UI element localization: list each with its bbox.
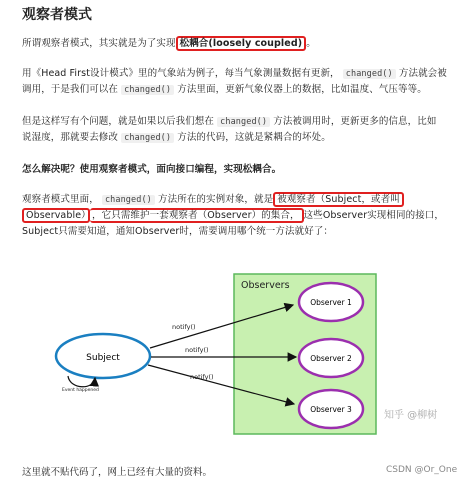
- loose-coupling-highlight: 松耦合(loosely coupled): [176, 36, 307, 51]
- notify-label-3: notify(): [190, 373, 214, 381]
- code-changed: changed(): [217, 117, 270, 127]
- observer-set-highlight: ，它只需维护一套观察者（Observer）的集合，: [90, 208, 304, 223]
- event-label: Event happened: [62, 388, 99, 393]
- example-paragraph: [22, 66, 466, 98]
- observer3-label: Observer 3: [310, 405, 352, 414]
- zhihu-watermark: 知乎 @柳树: [384, 410, 438, 421]
- intro-paragraph: [22, 36, 466, 52]
- question-heading: 怎么解决呢？使用观察者模式，面向接口编程，实现松耦合。: [22, 164, 282, 175]
- observer-paragraph: [22, 192, 466, 240]
- observer-diagram: [0, 268, 474, 458]
- example-line2: 调用，于是我们可以在: [22, 84, 119, 95]
- example-line1-post: 方法就会被: [398, 68, 447, 79]
- example-line1: 用《Head First设计模式》里的气象站为例子，每当气象测量数据有更新，: [22, 68, 340, 79]
- problem-line2: 说湿度，那就要去修改: [22, 132, 119, 143]
- code-changed: changed(): [121, 133, 174, 143]
- observer-line3: Subject只需要知道，通知Observer时，需要调用哪个统一方法就好了：: [22, 226, 333, 237]
- observer1-label: Observer 1: [310, 298, 352, 307]
- notify-label-2: notify(): [185, 346, 209, 354]
- observer-line2-post: 这些Observer实现相同的接口，: [303, 210, 445, 221]
- code-changed: changed(): [102, 195, 155, 205]
- problem-line2-post: 方法的代码，这就是紧耦合的坏处。: [177, 132, 331, 143]
- csdn-watermark: CSDN @Or_One: [386, 465, 458, 475]
- notify-label-1: notify(): [172, 323, 196, 331]
- observer2-label: Observer 2: [310, 354, 352, 363]
- intro-post: 。: [306, 38, 316, 49]
- observer-line1-mid: 方法所在的实例对象，就是: [158, 194, 274, 205]
- page-title: 观察者模式: [22, 7, 92, 23]
- observer-line1: 观察者模式里面，: [22, 194, 99, 205]
- code-changed: changed(): [121, 85, 174, 95]
- problem-line1-post: 方法被调用时，更新更多的信息，比如: [273, 116, 437, 127]
- code-changed: changed(): [343, 69, 396, 79]
- problem-line1: 但是这样写有个问题，就是如果以后我们想在: [22, 116, 215, 127]
- subject-highlight: 被观察者（Subject，或者叫: [273, 192, 404, 207]
- subject-label: Subject: [86, 353, 120, 363]
- observers-label: Observers: [241, 280, 290, 291]
- intro-text: 所谓观察者模式，其实就是为了实现: [22, 38, 176, 49]
- footer-text: 这里就不贴代码了，网上已经有大量的资料。: [22, 467, 213, 478]
- observable-highlight: Observable）: [22, 208, 90, 223]
- example-line2-post: 方法里面，更新气象仪器上的数据，比如温度、气压等等。: [177, 84, 427, 95]
- problem-paragraph: [22, 114, 466, 146]
